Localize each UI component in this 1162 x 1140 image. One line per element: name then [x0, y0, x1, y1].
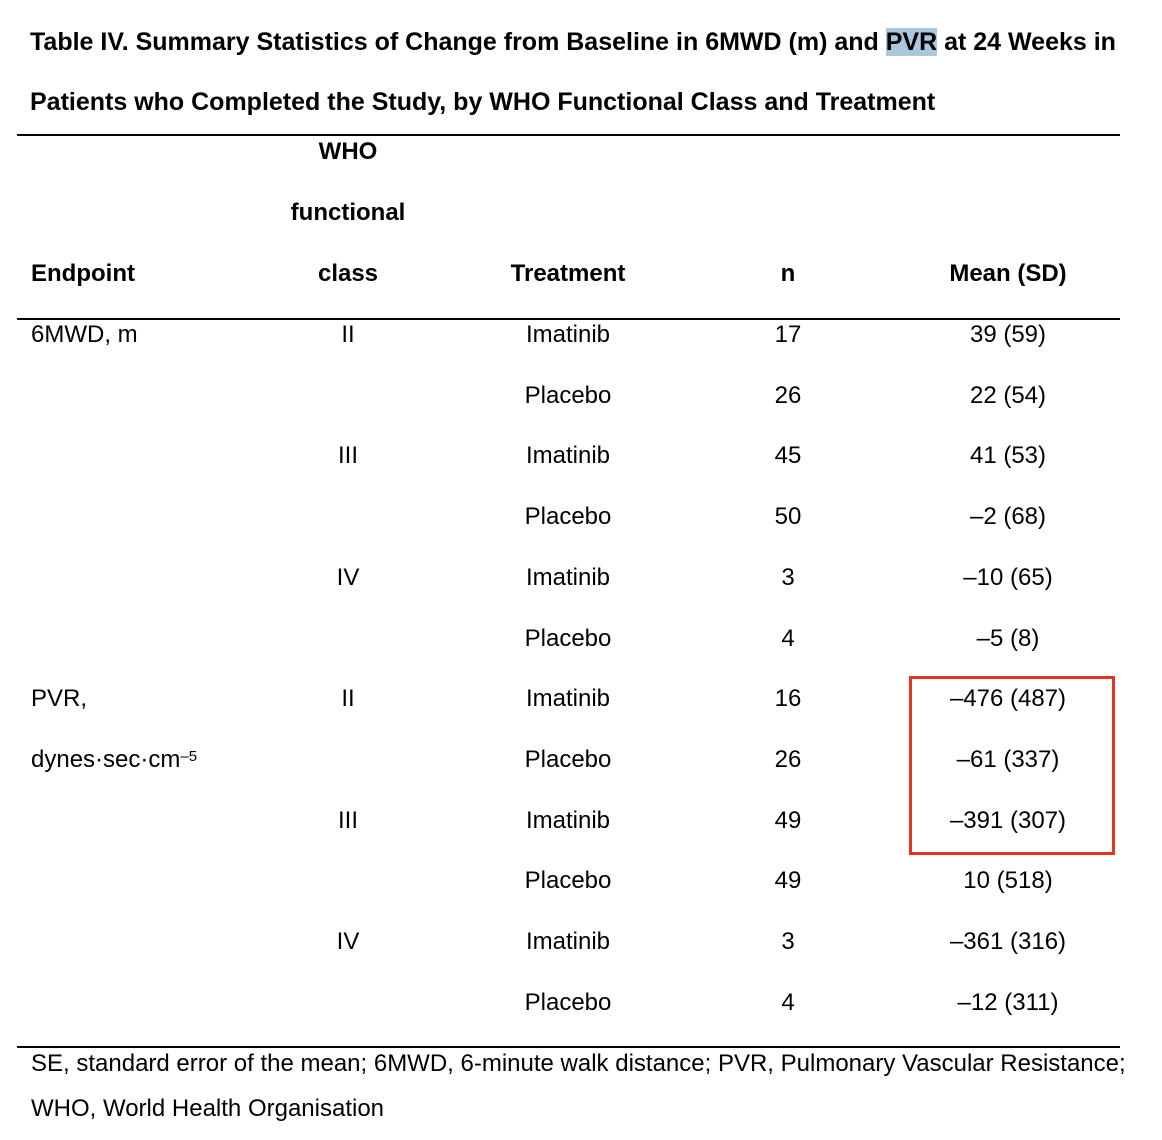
row-treatment: Placebo: [524, 746, 612, 773]
row-mean-sd: –61 (337): [956, 746, 1060, 773]
row-treatment: Placebo: [524, 989, 612, 1016]
row-n: 17: [774, 321, 802, 348]
row-class: IV: [336, 928, 360, 955]
row-treatment: Imatinib: [525, 321, 611, 348]
row-treatment: Placebo: [524, 382, 612, 409]
row-mean-sd: 22 (54): [969, 382, 1047, 409]
endpoint-pvr-line1: PVR,: [31, 685, 88, 712]
row-n: 4: [781, 989, 795, 1016]
endpoint-pvr-line2: [31, 745, 197, 775]
row-mean-sd: 39 (59): [969, 321, 1047, 348]
row-treatment: Imatinib: [525, 807, 611, 834]
table-title: [30, 12, 1140, 132]
annotation-box: [909, 676, 1115, 855]
pvr-units: dynes·sec·cm: [31, 746, 181, 773]
row-class: IV: [336, 564, 360, 591]
row-treatment: Imatinib: [525, 442, 611, 469]
row-mean-sd: –391 (307): [949, 807, 1067, 834]
header-treatment: Treatment: [510, 260, 626, 287]
row-mean-sd: –476 (487): [949, 685, 1067, 712]
row-n: 3: [781, 928, 795, 955]
pvr-units-exponent: –5: [180, 748, 198, 765]
endpoint-6mwd: 6MWD, m: [31, 321, 138, 348]
row-n: 4: [781, 625, 795, 652]
row-n: 50: [774, 503, 802, 530]
header-n: n: [780, 260, 796, 287]
row-treatment: Placebo: [524, 503, 612, 530]
row-treatment: Imatinib: [525, 685, 611, 712]
row-n: 49: [774, 867, 802, 894]
row-class: III: [337, 807, 358, 834]
title-text-1: Table IV. Summary Statistics of Change from Baseline in 6MWD (m) and: [30, 28, 886, 56]
row-n: 3: [781, 564, 795, 591]
header-class-line1: WHO: [318, 138, 378, 165]
row-n: 49: [774, 807, 802, 834]
header-mean-sd: Mean (SD): [949, 260, 1067, 287]
row-treatment: Imatinib: [525, 928, 611, 955]
row-mean-sd: 41 (53): [969, 442, 1047, 469]
footnote: SE, standard error of the mean; 6MWD, 6-minute walk distance; PVR, Pulmonary Vascular Resistance; WHO, World Health Organisation: [31, 1050, 1126, 1122]
row-n: 26: [774, 382, 802, 409]
header-class-line2: functional: [290, 199, 406, 226]
row-n: 16: [774, 685, 802, 712]
row-treatment: Placebo: [524, 867, 612, 894]
row-treatment: Placebo: [524, 625, 612, 652]
row-treatment: Imatinib: [525, 564, 611, 591]
row-mean-sd: –2 (68): [969, 503, 1047, 530]
row-mean-sd: –12 (311): [957, 989, 1059, 1016]
header-endpoint: Endpoint: [31, 260, 135, 287]
title-text-2: at 24 Weeks in Patients who Completed the Study, by WHO Functional Class and Treatment: [30, 28, 1116, 116]
row-class: III: [337, 442, 358, 469]
top-rule: [17, 134, 1120, 136]
row-mean-sd: –361 (316): [949, 928, 1067, 955]
row-mean-sd: 10 (518): [963, 867, 1053, 894]
row-class: II: [341, 321, 355, 348]
row-n: 26: [774, 746, 802, 773]
row-mean-sd: –5 (8): [976, 625, 1040, 652]
header-class-line3: class: [317, 260, 379, 287]
title-highlight: PVR: [885, 28, 938, 56]
row-class: II: [341, 685, 355, 712]
row-mean-sd: –10 (65): [963, 564, 1053, 591]
row-n: 45: [774, 442, 802, 469]
